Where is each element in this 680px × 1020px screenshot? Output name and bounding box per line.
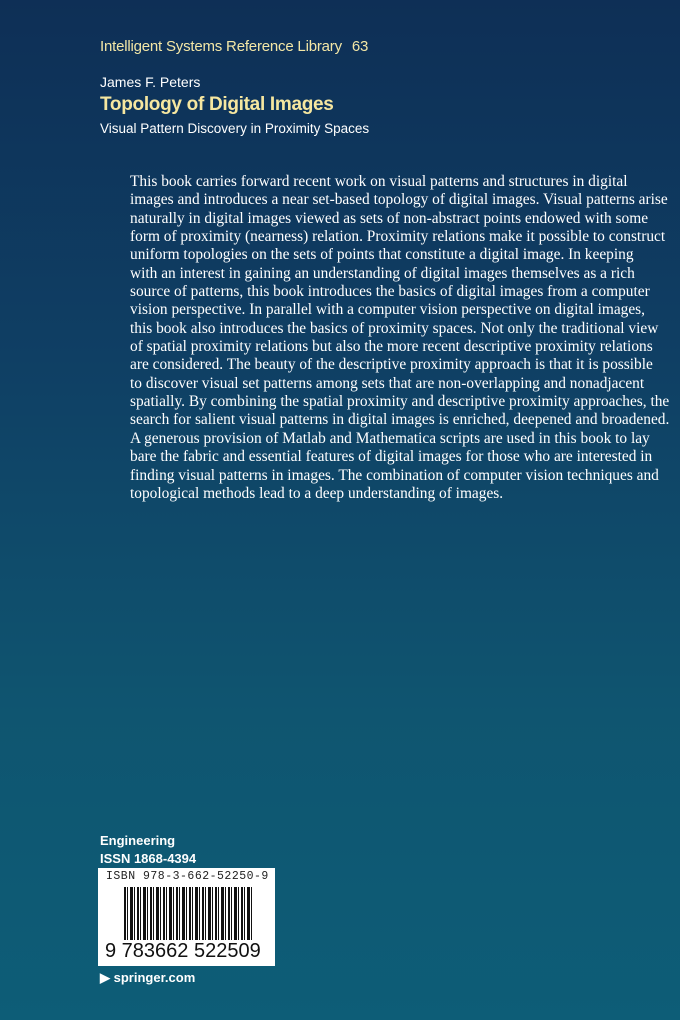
issn: ISSN 1868-4394	[100, 851, 197, 866]
publisher-link-text: springer.com	[113, 970, 196, 985]
blurb-line: This book carries forward recent work on visual patterns and structures in digital	[130, 173, 628, 190]
series-title	[100, 38, 368, 55]
blurb-line: finding visual patterns in images. The combination of computer vision techniques and	[130, 466, 659, 484]
subject: Engineering	[100, 833, 176, 848]
play-arrow-icon: ▶	[100, 970, 110, 985]
blurb-line: of spatial proximity relations but also the more recent descriptive proximity relations	[130, 338, 653, 356]
blurb-line: images and introduces a near set-based topology of digital images. Visual patterns arise	[130, 191, 668, 209]
blurb-line: with an interest in gaining an understanding of digital images themselves as a rich	[130, 264, 635, 282]
publisher-link[interactable]	[100, 970, 195, 986]
series-name: Intelligent Systems Reference Library	[100, 38, 342, 55]
ean-number	[104, 940, 262, 963]
blurb	[130, 173, 670, 503]
blurb-line: source of patterns, this book introduces the basics of digital images from a computer	[130, 283, 650, 301]
blurb-line: vision perspective. In parallel with a computer vision perspective on digital images,	[130, 301, 646, 319]
series-volume: 63	[351, 38, 369, 55]
blurb-line: bare the fabric and essential features of digital images for those who are interested in	[130, 448, 653, 466]
blurb-line: A generous provision of Matlab and Mathematica scripts are used in this book to lay	[130, 429, 650, 447]
isbn: ISBN 978-3-662-52250-9	[106, 870, 269, 883]
blurb-line: uniform topologies on the sets of points that constitute a digital image. In keeping	[130, 246, 634, 264]
blurb-line: form of proximity (nearness) relation. Proximity relations make it possible to construct	[130, 228, 666, 246]
book-subtitle: Visual Pattern Discovery in Proximity Spaces	[100, 121, 370, 136]
barcode	[98, 868, 275, 966]
author: James F. Peters	[100, 74, 201, 90]
ean-text: 9 783662 522509	[105, 940, 261, 962]
blurb-line: search for salient visual patterns in digital images is enriched, deepened and broadened.	[130, 411, 670, 429]
barcode-bars	[124, 887, 252, 947]
blurb-line: topological methods lead to a deep understanding of images.	[130, 484, 504, 502]
blurb-line: spatially. By combining the spatial proximity and descriptive proximity approaches, the	[130, 393, 670, 411]
blurb-line: this book also introduces the basics of proximity spaces. Not only the traditional view	[130, 319, 659, 337]
blurb-line: naturally in digital images viewed as sets of non-abstract points endowed with some	[130, 209, 649, 227]
blurb-line: to discover visual set patterns among sets that are non-overlapping and nonadjacent	[130, 374, 645, 392]
book-title: Topology of Digital Images	[100, 94, 334, 115]
blurb-line: are considered. The beauty of the descriptive proximity approach is that it is possible	[130, 356, 653, 374]
